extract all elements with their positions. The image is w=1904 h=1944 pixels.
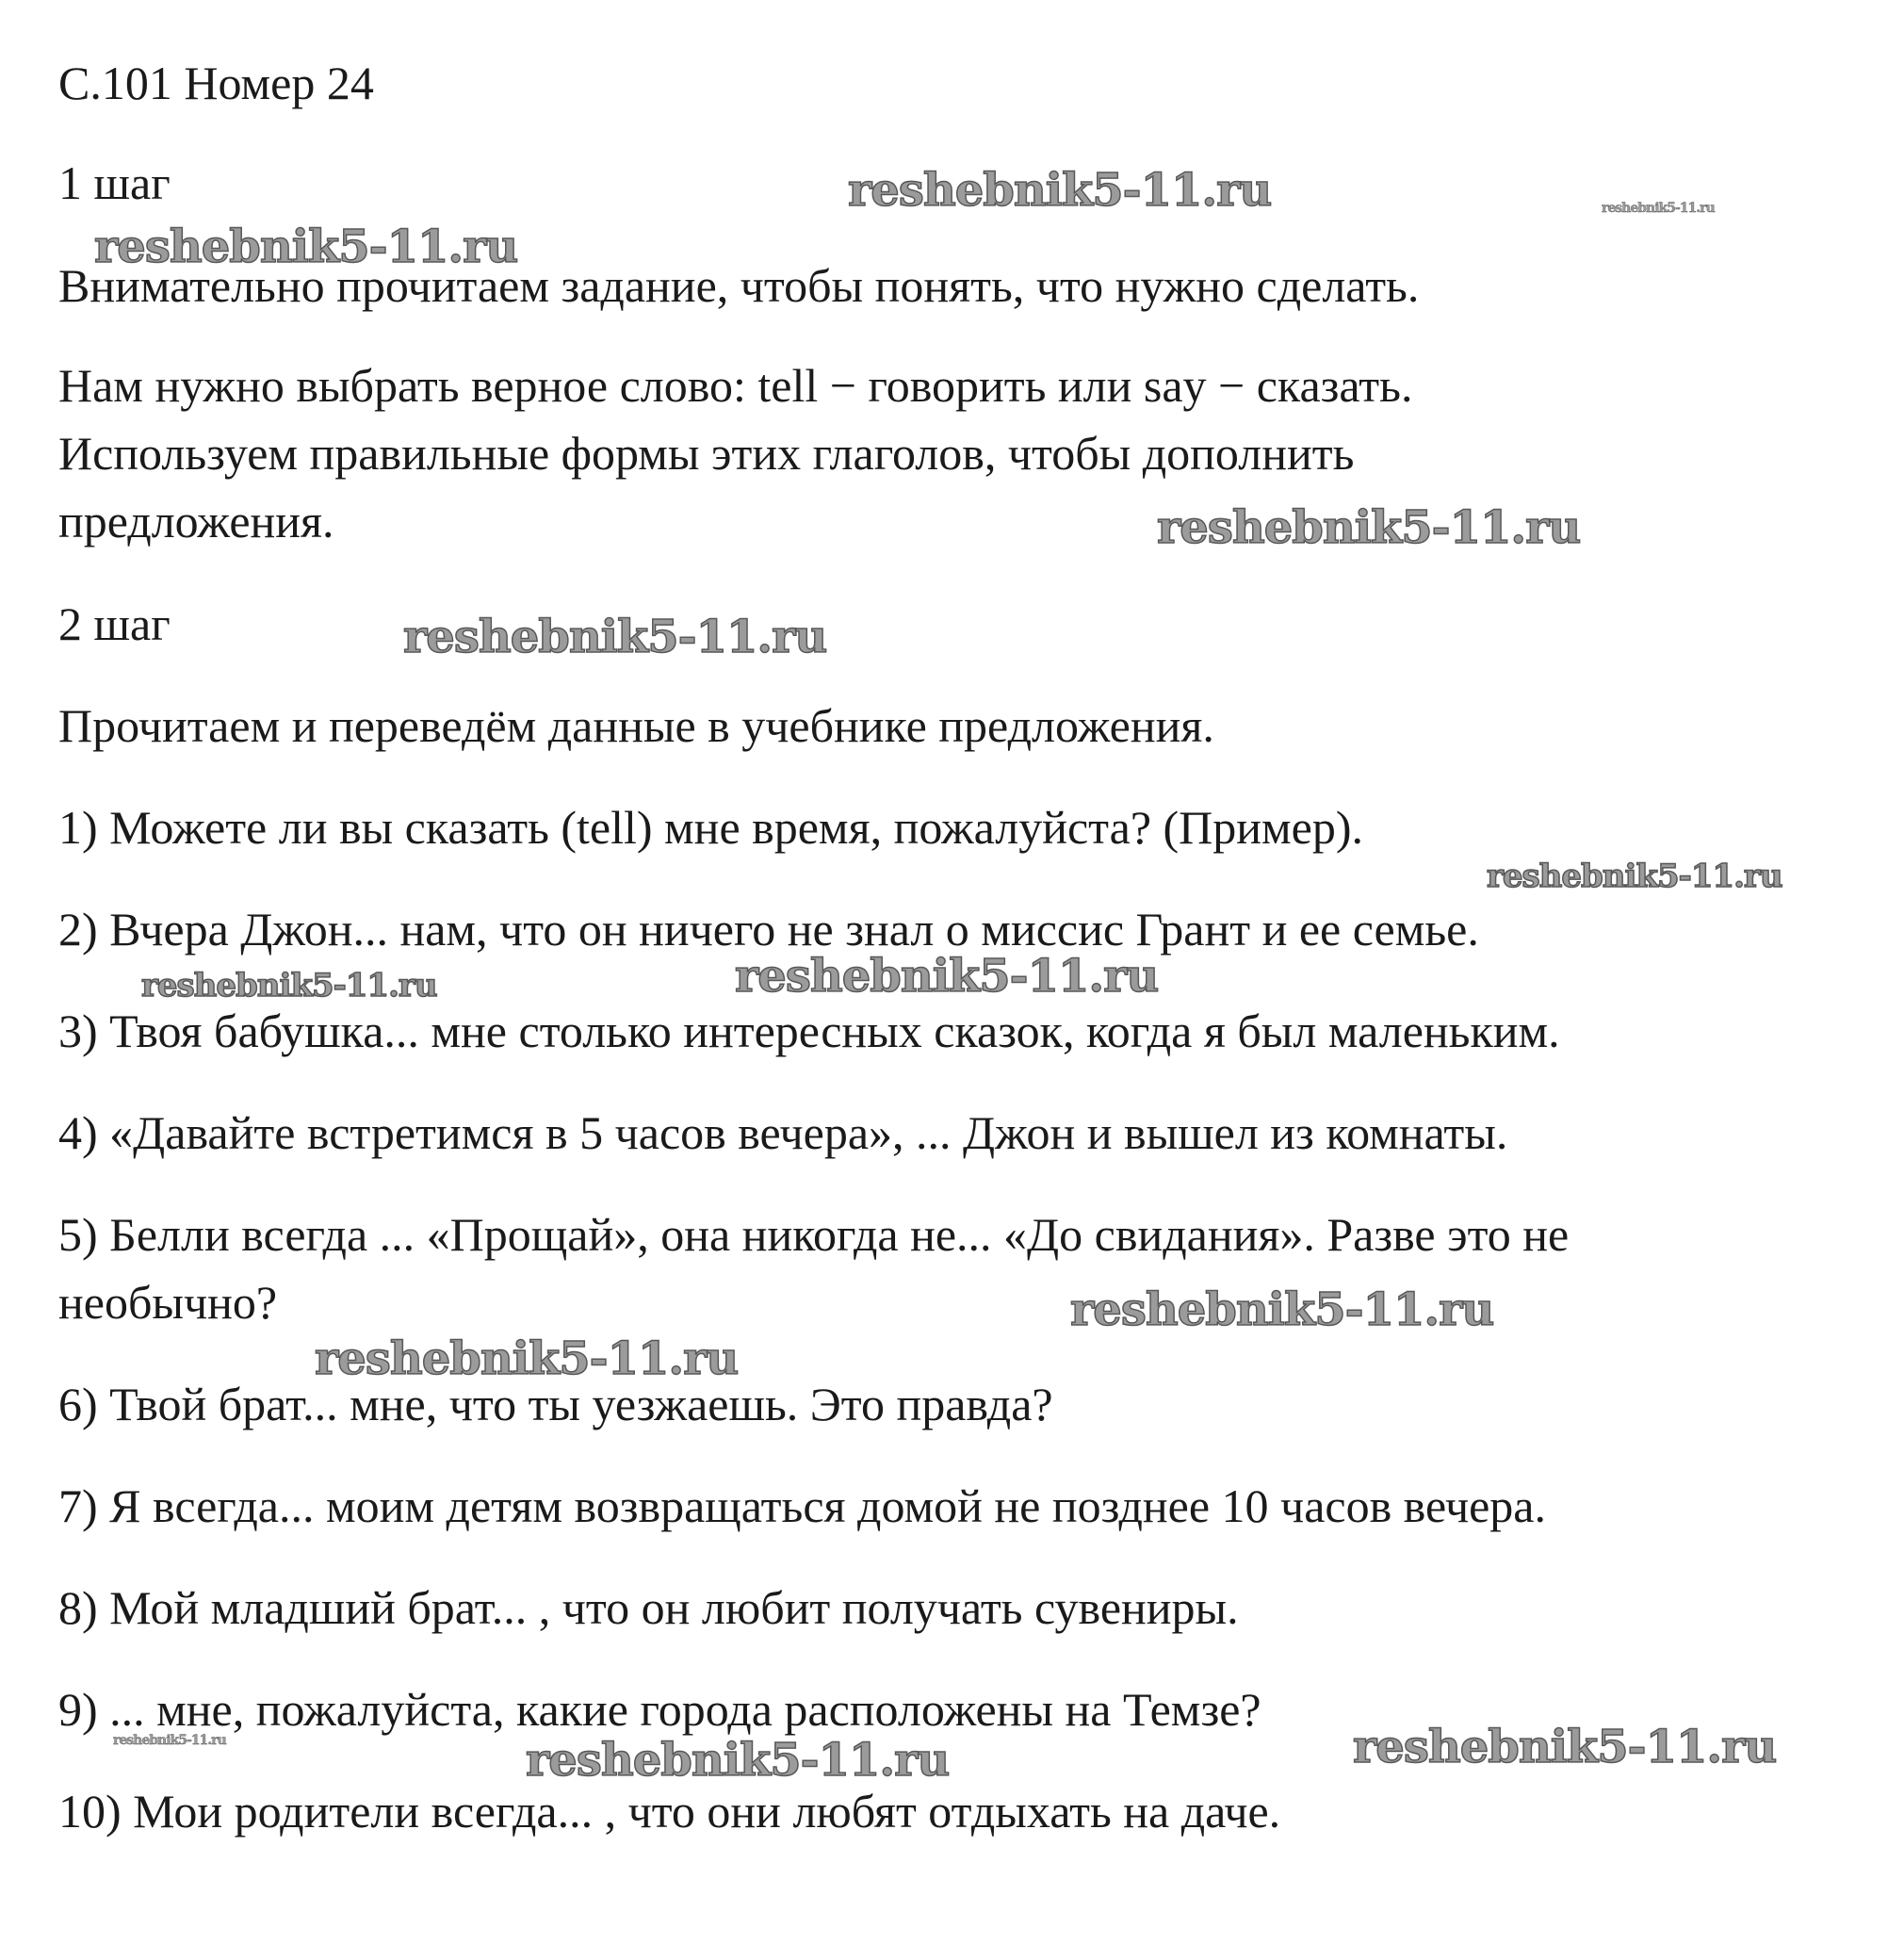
page-header: С.101 Номер 24	[58, 57, 374, 109]
task-line-2: Используем правильные формы этих глаголов, чтобы дополнить	[58, 427, 1355, 480]
watermark: reshebnik5-11.ru	[315, 1332, 739, 1385]
watermark: reshebnik5-11.ru	[735, 950, 1159, 1003]
watermark: reshebnik5-11.ru	[1602, 201, 1715, 216]
sentence-5: 5) Белли всегда ... «Прощай», она никогда не... «До свидания». Разве это не	[58, 1208, 1570, 1261]
sentence-9: 9) ... мне, пожалуйста, какие города расположены на Темзе?	[58, 1683, 1261, 1736]
sentence-2: 2) Вчера Джон... нам, что он ничего не знал о миссис Грант и ее семье.	[58, 903, 1479, 956]
watermark: reshebnik5-11.ru	[94, 221, 518, 273]
sentence-6: 6) Твой брат... мне, что ты уезжаешь. Это правда?	[58, 1378, 1053, 1430]
sentence-5-continued: необычно?	[58, 1276, 278, 1329]
sentence-3: 3) Твоя бабушка... мне столько интересных сказок, когда я был маленьким.	[58, 1005, 1560, 1057]
task-line-3: предложения.	[58, 495, 334, 547]
watermark: reshebnik5-11.ru	[113, 1733, 226, 1748]
watermark: reshebnik5-11.ru	[403, 611, 827, 663]
watermark: reshebnik5-11.ru	[1070, 1283, 1494, 1336]
watermark: reshebnik5-11.ru	[1157, 501, 1581, 554]
watermark: reshebnik5-11.ru	[848, 164, 1272, 217]
sentence-4: 4) «Давайте встретимся в 5 часов вечера», ... Джон и вышел из комнаты.	[58, 1106, 1508, 1159]
step-1-title: 1 шаг	[58, 156, 171, 209]
watermark: reshebnik5-11.ru	[526, 1734, 950, 1787]
watermark: reshebnik5-11.ru	[1353, 1721, 1777, 1773]
sentence-8: 8) Мой младший брат... , что он любит получать сувениры.	[58, 1581, 1239, 1634]
task-line-1: Нам нужно выбрать верное слово: tell − говорить или say − сказать.	[58, 359, 1413, 412]
sentence-1: 1) Можете ли вы сказать (tell) мне время, пожалуйста? (Пример).	[58, 801, 1364, 854]
sentence-7: 7) Я всегда... моим детям возвращаться домой не позднее 10 часов вечера.	[58, 1479, 1546, 1532]
step-2-title: 2 шаг	[58, 597, 171, 650]
sentence-10: 10) Мои родители всегда... , что они любят отдыхать на даче.	[58, 1785, 1281, 1838]
step-1-intro: Внимательно прочитаем задание, чтобы понять, что нужно сделать.	[58, 259, 1420, 312]
watermark: reshebnik5-11.ru	[1487, 858, 1782, 895]
step-2-intro: Прочитаем и переведём данные в учебнике предложения.	[58, 699, 1214, 752]
watermark: reshebnik5-11.ru	[141, 967, 437, 1005]
